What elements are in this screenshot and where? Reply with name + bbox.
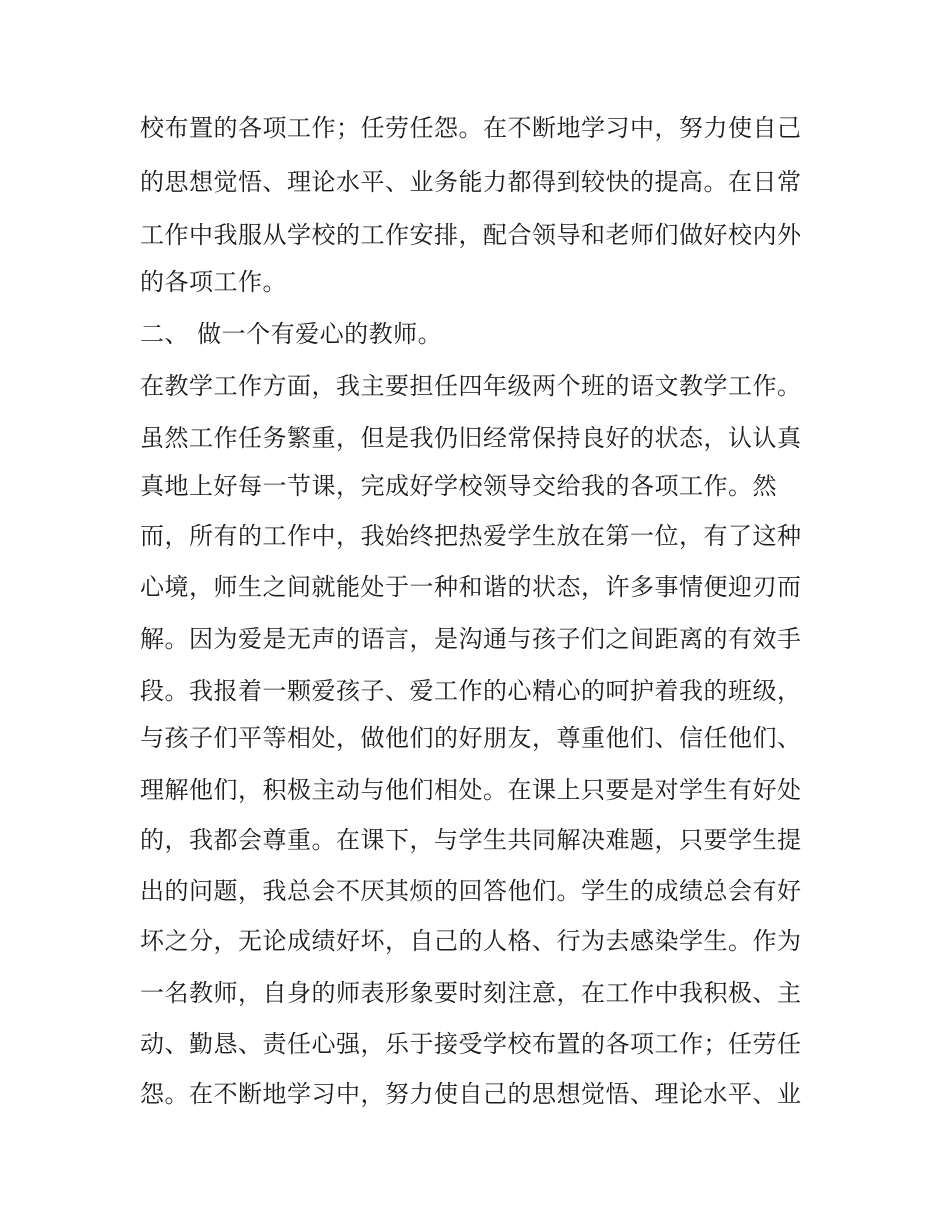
text-line: 工作中我服从学校的工作安排，配合领导和老师们做好校内外: [140, 221, 802, 249]
text-line: 坏之分，无论成绩好坏，自己的人格、行为去感染学生。作为: [140, 927, 802, 955]
text-line: 真地上好每一节课，完成好学校领导交给我的各项工作。然: [140, 472, 777, 500]
text-line: 的各项工作。: [140, 268, 287, 296]
text-line: 在教学工作方面，我主要担任四年级两个班的语文教学工作。: [140, 372, 802, 400]
text-line: 解。因为爱是无声的语言，是沟通与孩子们之间距离的有效手: [140, 625, 802, 653]
text-line: 一名教师，自身的师表形象要时刻注意，在工作中我积极、主: [140, 979, 802, 1007]
section-heading: 二、 做一个有爱心的教师。: [140, 320, 443, 348]
text-line: 动、勤恳、责任心强，乐于接受学校布置的各项工作；任劳任: [140, 1030, 802, 1058]
text-line: 出的问题，我总会不厌其烦的回答他们。学生的成绩总会有好: [140, 877, 802, 905]
text-line: 的思想觉悟、理论水平、业务能力都得到较快的提高。在日常: [140, 168, 802, 196]
text-line: 与孩子们平等相处，做他们的好朋友，尊重他们、信任他们、: [140, 724, 802, 752]
text-line: 而，所有的工作中，我始终把热爱学生放在第一位，有了这种: [140, 522, 802, 550]
text-line: 段。我报着一颗爱孩子、爱工作的心精心的呵护着我的班级，: [140, 677, 802, 705]
text-line: 虽然工作任务繁重，但是我仍旧经常保持良好的状态，认认真: [140, 424, 802, 452]
text-line: 理解他们，积极主动与他们相处。在课上只要是对学生有好处: [140, 776, 802, 804]
text-line: 校布置的各项工作；任劳任怨。在不断地学习中，努力使自己: [140, 114, 802, 142]
text-line: 心境，师生之间就能处于一种和谐的状态，许多事情便迎刃而: [140, 573, 802, 601]
text-line: 的，我都会尊重。在课下，与学生共同解决难题，只要学生提: [140, 826, 802, 854]
text-line: 怨。在不断地学习中，努力使自己的思想觉悟、理论水平、业: [140, 1080, 802, 1108]
